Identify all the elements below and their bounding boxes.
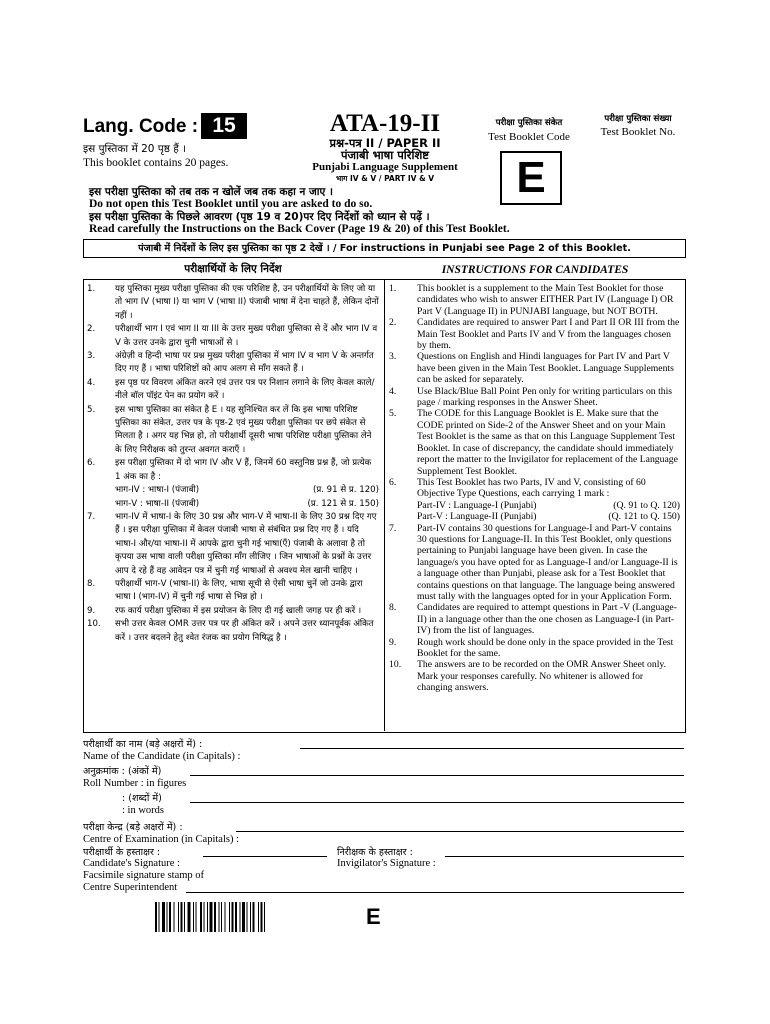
- barcode-bar: [162, 902, 165, 932]
- barcode-bar: [258, 902, 259, 932]
- warning-read-hindi: इस परीक्षा पुस्तिका के पिछले आवरण (पृष्ठ 19 व 20)पर दिए निर्देशों को ध्यान से पढ़ें ।: [89, 211, 430, 223]
- barcode-bar: [188, 902, 191, 932]
- lang-code-value: 15: [201, 113, 247, 139]
- test-code: ATA-19-II: [329, 110, 441, 137]
- list-item: 10. सभी उत्तर केवल OMR उत्तर पत्र पर ही अंकित करें । अपने उत्तर ध्यानपूर्वक अंकित करें । उत्तर बदलने हेतु श्वेत रंजक का प्रयोग निषिद्ध है ।: [87, 619, 374, 643]
- centre-field[interactable]: [236, 831, 684, 832]
- barcode-icon: [155, 902, 355, 932]
- barcode-bar: [159, 902, 160, 932]
- instructions-divider: [384, 279, 385, 731]
- candidate-name-field[interactable]: [300, 748, 684, 749]
- barcode-bar: [240, 902, 241, 932]
- barcode-bar: [250, 902, 251, 932]
- candidate-signature-field[interactable]: [203, 856, 327, 857]
- barcode-bar: [196, 902, 197, 932]
- roll-number-figures-field[interactable]: [190, 775, 684, 776]
- punjabi-note-box: [83, 239, 686, 258]
- language-english: Punjabi Language Supplement: [312, 161, 458, 173]
- part-row: भाग-IV : भाषा-I (पंजाबी) (प्र. 91 से प्र. 120): [115, 485, 379, 496]
- paper-line: प्रश्न-पत्र II / PAPER II: [329, 136, 441, 150]
- barcode-bar: [204, 902, 205, 932]
- barcode-bar: [200, 902, 202, 932]
- barcode-bar: [225, 902, 226, 932]
- roll-number-words-label-english: : in words: [122, 805, 164, 816]
- barcode-bar: [174, 902, 175, 932]
- booklet-code-box: E: [500, 151, 562, 205]
- invigilator-signature-label-hindi: निरीक्षक के हस्ताक्षर :: [337, 847, 413, 858]
- part-row: Part-IV : Language-I (Punjabi) (Q. 91 to Q. 120): [417, 499, 680, 511]
- invigilator-signature-field[interactable]: [445, 856, 684, 857]
- booklet-number-english: Test Booklet No.: [600, 126, 676, 138]
- barcode-bar: [221, 902, 222, 932]
- list-item: 4. Use Black/Blue Ball Point Pen only for writing particulars on this page / marking responses in the Answer Sheet.: [389, 385, 673, 409]
- candidate-signature-label-english: Candidate's Signature :: [83, 858, 180, 869]
- candidate-name-label-english: Name of the Candidate (in Capitals) :: [83, 751, 241, 762]
- list-item: 8. Candidates are required to attempt questions in Part -V (Language-II) in a language other than the one chosen as Language-I (in Part-IV) from the list of languages.: [389, 602, 677, 637]
- roll-number-label-english: Roll Number : in figures: [83, 778, 187, 789]
- list-item: 7. भाग-IV में भाषा-I के लिए 30 प्रश्न और भाग-V में भाषा-II के लिए 30 प्रश्न दिए गए हैं । इस परीक्षा पुस्तिका में केवल पंजाबी भाषा से संबंधित प्रश्न दिए गए हैं । यदि भाषा-I और/या भाषा-II में आपके द्वारा चुनी गई भाषा(एँ) पंजाबी के अलावा है तो कृपया उस भाषा वाली परीक्षा पुस्तिका माँग लीजिए । जिन भाषाओं के प्रश्नों के उत्तर आप दे रहे हैं वह आवेदन पत्र में चुनी गई भाषाओं से अवश्य मेल खानी चाहिए ।: [87, 511, 377, 576]
- barcode-bar: [214, 902, 216, 932]
- footer-booklet-code: E: [366, 904, 381, 929]
- roll-number-words-field[interactable]: [190, 802, 684, 803]
- barcode-bar: [229, 902, 230, 932]
- warning-read-english: Read carefully the Instructions on the Back Cover (Page 19 & 20) of this Test Booklet.: [89, 223, 510, 235]
- list-item: 10. The answers are to be recorded on the OMR Answer Sheet only. Mark your responses carefully. No whitener is allowed for changing answers.: [389, 659, 667, 694]
- barcode-bar: [184, 902, 185, 932]
- list-item: 7. Part-IV contains 30 questions for Language-I and Part-V contains 30 questions for Language-II. In this Test Booklet, only questions pertaining to Punjabi language have been given. In case the language/s you have opted for as Language-I and/or Language-II is a language other than Punjabi, please ask for a Test Booklet that contains questions on that language. The language being answered must tally with the languages opted for in your Application Form.: [389, 522, 678, 602]
- barcode-bar: [178, 902, 179, 932]
- barcode-bar: [167, 902, 168, 932]
- barcode-bar: [261, 902, 263, 932]
- warning-open-hindi: इस परीक्षा पुस्तिका को तब तक न खोलें जब तक कहा न जाए ।: [89, 186, 333, 198]
- facsimile-signature-field[interactable]: [186, 892, 684, 893]
- barcode-bar: [232, 902, 234, 932]
- booklet-code-english: Test Booklet Code: [488, 131, 570, 143]
- candidate-name-label-hindi: परीक्षार्थी का नाम (बड़े अक्षरों में) :: [83, 739, 203, 750]
- facsimile-label-line-2: Centre Superintendent: [83, 882, 178, 893]
- barcode-bar: [169, 902, 171, 932]
- pages-english: This booklet contains 20 pages.: [83, 157, 229, 169]
- barcode-bar: [207, 902, 208, 932]
- list-item: 3. अंग्रेज़ी व हिन्दी भाषा पर प्रश्न मुख्य परीक्षा पुस्तिका में भाग IV व भाग V के अन्तर्गत दिए गए हैं । भाषा परिशिष्टों को आप अलग से माँग सकते हैं ।: [87, 351, 374, 375]
- barcode-bar: [155, 902, 157, 932]
- punjabi-note: पंजाबी में निर्देशों के लिए इस पुस्तिका का पृष्ठ 2 देखें । / For instructions in Punjabi see Page 2 of this Booklet.: [138, 243, 631, 254]
- instructions-english-title: INSTRUCTIONS FOR CANDIDATES: [441, 264, 629, 276]
- pages-hindi: इस पुस्तिका में 20 पृष्ठ हैं ।: [83, 143, 187, 155]
- booklet-number-hindi: परीक्षा पुस्तिका संख्या: [604, 114, 672, 124]
- barcode-bar: [235, 902, 237, 932]
- list-item: 1. This booklet is a supplement to the Main Test Booklet for those candidates who wish to answer EITHER Part IV (Language I) OR Part V (Language II) in PUNJABI language, but NOT BOTH.: [389, 283, 674, 317]
- booklet-code-hindi: परीक्षा पुस्तिका संकेत: [495, 118, 563, 128]
- instructions-hindi-list: [87, 283, 379, 645]
- barcode-bar: [247, 902, 248, 932]
- barcode-bar: [219, 902, 220, 932]
- list-item: 6. इस परीक्षा पुस्तिका में दो भाग IV और V हैं, जिनमें 60 वस्तुनिष्ठ प्रश्न हैं, जो प्रत्येक 1 अंक का है : भाग-IV : भाषा-I (पंजाबी) (प्र. 91 से प्र. 120) भाग-V : भाषा-II (पंजाबी) (प्र. 121 से प्र. 150): [87, 457, 379, 511]
- instructions-english-list: [389, 283, 680, 694]
- list-item: 9. रफ कार्य परीक्षा पुस्तिका में इस प्रयोजन के लिए दी गई खाली जगह पर ही करें ।: [87, 605, 362, 616]
- lang-code-label: Lang. Code :: [83, 116, 199, 137]
- candidate-signature-label-hindi: परीक्षार्थी के हस्ताक्षर :: [83, 847, 161, 858]
- roll-number-words-label-hindi: : (शब्दों में): [122, 793, 162, 804]
- warning-open-english: Do not open this Test Booklet until you are asked to do so.: [89, 198, 373, 210]
- list-item: 9. Rough work should be done only in the space provided in the Test Booklet for the same.: [389, 636, 674, 659]
- part-row: भाग-V : भाषा-II (पंजाबी) (प्र. 121 से प्र. 150): [115, 498, 379, 509]
- centre-label-english: Centre of Examination (in Capitals) :: [83, 834, 240, 845]
- barcode-bar: [242, 902, 245, 932]
- part-row: Part-V : Language-II (Punjabi) (Q. 121 to Q. 150): [417, 511, 680, 523]
- list-item: 3. Questions on English and Hindi languages for Part IV and Part V have been given in the Main Test Booklet. Language Supplements can be asked for separately.: [389, 351, 674, 386]
- instructions-hindi-title: परीक्षार्थियों के लिए निर्देश: [184, 263, 282, 275]
- part-line: भाग IV & V / PART IV & V: [335, 174, 435, 183]
- barcode-bar: [193, 902, 194, 932]
- barcode-bar: [253, 902, 255, 932]
- list-item: 5. The CODE for this Language Booklet is E. Make sure that the CODE printed on Side-2 of the Answer Sheet and on your Main Test Booklet is the same as that on this Language Supplement Test Booklet. In case of discrepancy, the candidate should immediately report the matter to the Invigilator for replacement of the Language Supplement Test Booklet.: [389, 408, 678, 477]
- barcode-bar: [181, 902, 183, 932]
- list-item: 2. Candidates are required to answer Part I and Part II OR III from the Main Test Booklet and Parts IV and V from the languages chosen by them.: [389, 317, 680, 352]
- list-item: 5. इस भाषा पुस्तिका का संकेत है E । यह सुनिश्चित कर लें कि इस भाषा परिशिष्ट पुस्तिका का संकेत, उत्तर पत्र के पृष्ठ-2 एवं मुख्य परीक्षा पुस्तिका पर छपे संकेत से मिलता है । अगर यह भिन्न हो, तो परीक्षार्थी दूसरी भाषा परिशिष्ट परीक्षा पुस्तिका लेने के लिए निरीक्षक को तुरन्त अवगत कराएँ ।: [87, 404, 372, 455]
- invigilator-signature-label-english: Invigilator's Signature :: [337, 858, 436, 869]
- barcode-bar: [210, 902, 213, 932]
- barcode-bar: [264, 902, 265, 932]
- centre-label-hindi: परीक्षा केन्द्र (बड़े अक्षरों में) :: [83, 822, 183, 833]
- language-hindi: पंजाबी भाषा परिशिष्ट: [340, 148, 429, 162]
- roll-number-label-hindi: अनुक्रमांक : (अंकों में): [83, 766, 162, 777]
- list-item: 4. इस पृष्ठ पर विवरण अंकित करने एवं उत्तर पत्र पर निशान लगाने के लिए केवल काले/नीले बॉल पॉइंट पेन का प्रयोग करें ।: [87, 377, 375, 402]
- list-item: 8. परीक्षार्थी भाग-V (भाषा-II) के लिए, भाषा सूची से ऐसी भाषा चुनें जो उनके द्वारा भाषा I (भाग-IV) में चुनी गई भाषा से भिन्न हो ।: [87, 578, 363, 603]
- list-item: 6. This Test Booklet has two Parts, IV and V, consisting of 60 Objective Type Questions, each carrying 1 mark : Part-IV : Language-I (Punjabi) (Q. 91 to Q. 120) Part-V : Language-II (Punjabi) (Q. 121 to Q. 150): [389, 476, 680, 523]
- list-item: 1. यह पुस्तिका मुख्य परीक्षा पुस्तिका की एक परिशिष्ट है, उन परीक्षार्थियों के लिए जो या तो भाग IV (भाषा I) या भाग V (भाषा II) पंजाबी भाषा में देना चाहते हैं, लेकिन दोनों नहीं ।: [87, 284, 379, 321]
- barcode: [155, 902, 355, 932]
- facsimile-label-line-1: Facsimile signature stamp of: [83, 870, 205, 881]
- list-item: 2. परीक्षार्थी भाग I एवं भाग II या III के उत्तर मुख्य परीक्षा पुस्तिका से दें और भाग IV व V के उत्तर उनके द्वारा चुनी भाषाओं से ।: [87, 324, 378, 348]
